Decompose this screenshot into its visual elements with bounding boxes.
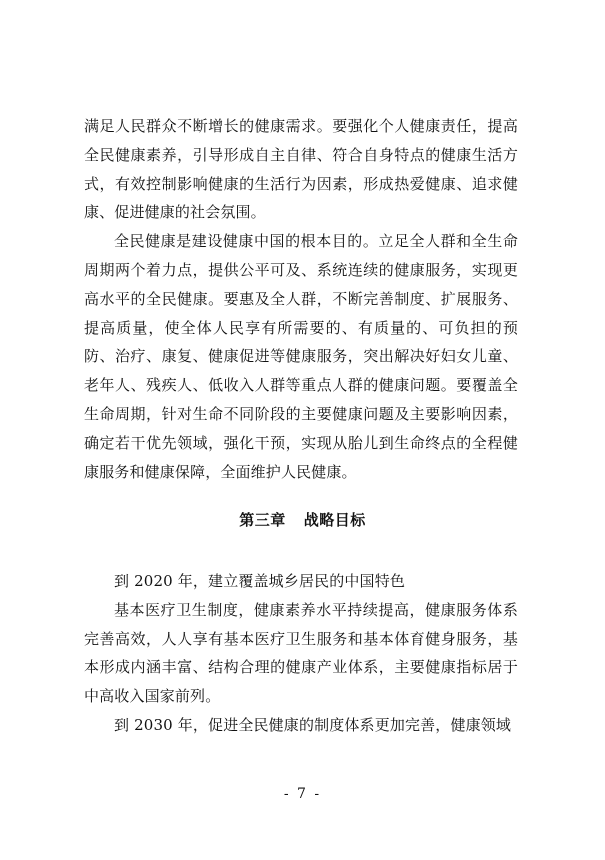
paragraph-universal-health: 全民健康是建设健康中国的根本目的。立足全人群和全生命周期两个着力点，提供公平可及、系统连续的健康服务，实现更高水平的全民健康。要惠及全人群，不断完善制度、扩展服务、提高质量，使全体人民享有所需要的、有质量的、可负担的预防、治疗、康复、健康促进等健康服务，突出解决好妇女儿童、老年人、残疾人、低收入人群等重点人群的健康问题。要覆盖全生命周期，针对生命不同阶段的主要健康问题及主要影响因素，确定若干优先领域，强化干预，实现从胎儿到生命终点的全程健康服务和健康保障，全面维护人民健康。	[84, 232, 518, 481]
paragraph-goal-2030: 到 2030 年，促进全民健康的制度体系更加完善，健康领域	[114, 715, 512, 734]
page-number: - 7 -	[283, 786, 322, 802]
paragraph-continued: 满足人民群众不断增长的健康需求。要强化个人健康责任，提高全民健康素养，引导形成自主自律、符合自身特点的健康生活方式，有效控制影响健康的生活行为因素，形成热爱健康、追求健康、促进健康的社会氛围。	[84, 117, 518, 222]
paragraph-goal-2020-intro: 到 2020 年，建立覆盖城乡居民的中国特色	[114, 572, 406, 590]
chapter-heading	[0, 506, 605, 534]
body-text-section-1	[84, 112, 518, 486]
chapter-number: 第三章	[239, 511, 286, 529]
chapter-title: 战略目标	[303, 511, 366, 529]
body-text-section-2	[84, 567, 518, 740]
paragraph-goal-2020-detail: 基本医疗卫生制度，健康素养水平持续提高，健康服务体系完善高效，人人享有基本医疗卫生服务和基本体育健身服务，基本形成内涵丰富、结构合理的健康产业体系，主要健康指标居于中高收入国家前列。	[84, 600, 518, 706]
